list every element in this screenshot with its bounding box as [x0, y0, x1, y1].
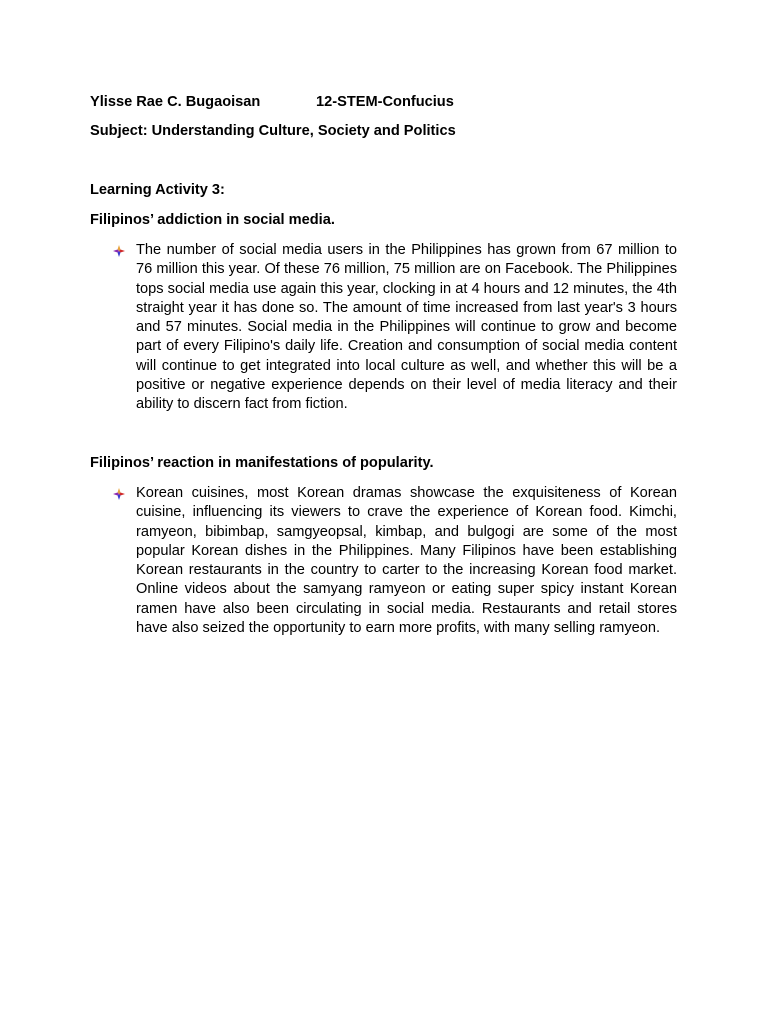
class-section: 12-STEM-Confucius: [316, 94, 454, 110]
activity-title: Learning Activity 3:: [90, 182, 225, 198]
section-heading: Filipinos’ reaction in manifestations of popularity.: [90, 455, 434, 471]
bullet-icon: [113, 488, 125, 500]
subject-line: Subject: Understanding Culture, Society and Politics: [90, 123, 456, 139]
section-heading: Filipinos’ addiction in social media.: [90, 212, 335, 228]
section-body: Korean cuisines, most Korean dramas showcase the exquisiteness of Korean cuisine, influencing its viewers to crave the experience of Korean food. Kimchi, ramyeon, bibimbap, samgyeopsal, kimbap, and bulgogi are some of the most popular Korean dishes in the Philippines. Many Filipinos have been establishing Korean restaurants in the country to carter to the increasing Korean food market. Online videos about the samyang ramyeon or eating super spicy instant Korean ramen have also been circulating in social media. Restaurants and retail stores have also seized the opportunity to earn more profits, with many selling ramyeon.: [136, 485, 677, 637]
author-name: Ylisse Rae C. Bugaoisan: [90, 94, 261, 110]
bullet-icon: [113, 245, 125, 257]
section-body: The number of social media users in the Philippines has grown from 67 million to 76 million this year. Of these 76 million, 75 million are on Facebook. The Philippines tops social media use again this year, clocking in at 4 hours and 12 minutes, the 4th straight year it has done so. The amount of time increased from last year's 3 hours and 57 minutes. Social media in the Philippines will continue to grow and become part of every Filipino's daily life. Creation and consumption of social media content will continue to get integrated into local culture as well, and whether this will be a positive or negative experience depends on their level of media literacy and their ability to discern fact from fiction.: [136, 242, 677, 413]
